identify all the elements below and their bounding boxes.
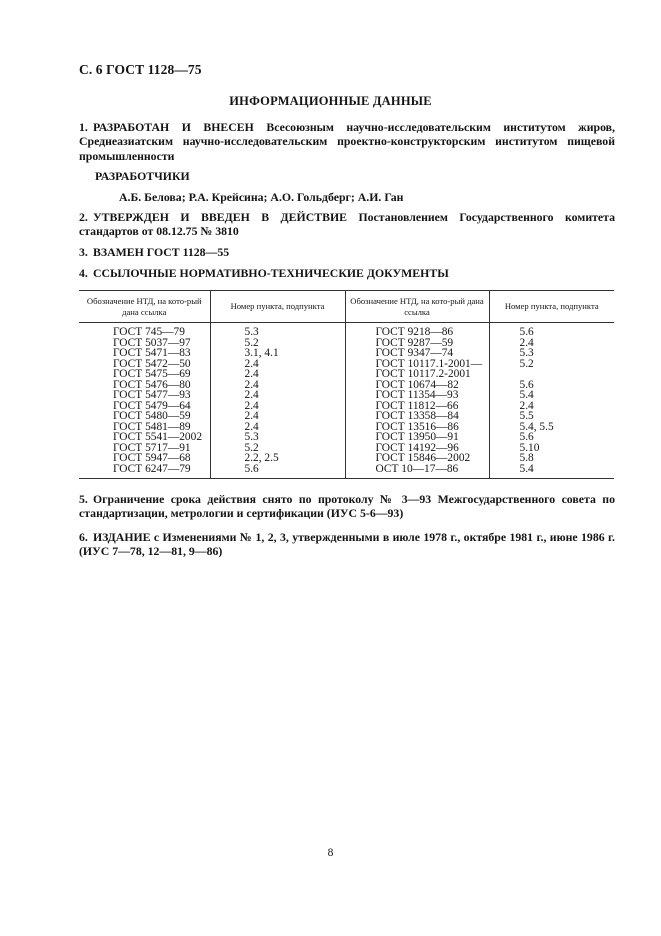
clause-cell: 5.4 [519,462,534,475]
column-header-ntd: Обозначение НТД, на кото-рый дана ссылка [79,291,210,323]
ntd-cell: ГОСТ 9347—74 [345,348,489,359]
item-number: 1. [79,120,88,134]
ntd-cell: ГОСТ 15846—2002 [345,453,489,464]
ntd-cell: ГОСТ 5472—50 [79,359,210,370]
page-number: 8 [327,847,334,859]
table-row [79,369,614,380]
ntd-cell: ГОСТ 11812—66 [345,401,489,412]
ntd-cell: ГОСТ 11354—93 [345,390,489,401]
clause-cell: 2.4 [210,422,345,433]
ntd-cell: ГОСТ 5717—91 [79,443,210,454]
clause-cell: 2.2, 2.5 [210,453,345,464]
ntd-cell: ОСТ 10—17—86 [345,464,489,479]
item-text: ВЗАМЕН ГОСТ 1128—55 [93,245,230,259]
item-text: УТВЕРЖДЕН И ВВЕДЕН В ДЕЙСТВИЕ Постановлением Государственного комитета стандартов от 08.12.75 № 3810 [79,210,615,239]
column-header-clause: Номер пункта, подпункта [210,291,345,323]
ntd-cell: ГОСТ 13516—86 [345,422,489,433]
item-edition [79,530,615,559]
item-number: 6. [79,530,88,544]
clause-cell: 5.5 [519,410,534,422]
developers-list: А.Б. Белова; Р.А. Крейсина; А.О. Гольдберг; А.И. Ган [119,190,404,204]
clause-cell: 2.4 [210,411,345,422]
ntd-cell: ГОСТ 5480—59 [79,411,210,422]
ntd-cell: ГОСТ 13358—84 [345,411,489,422]
clause-cell: 2.4 [519,336,534,349]
item-references [79,266,615,280]
table-body [79,323,614,479]
column-header-ntd: Обозначение НТД, на кото-рый дана ссылка [345,291,489,323]
item-approved [79,210,615,239]
section-title: ИНФОРМАЦИОННЫЕ ДАННЫЕ [229,94,432,108]
ntd-cell: ГОСТ 10674—82 [345,380,489,391]
item-text: ИЗДАНИЕ с Изменениями № 1, 2, 3, утвержденными в июле 1978 г., октябре 1981 г., июне 1986 г. (ИУС 7—78, 12—81, 9—86) [79,530,615,559]
table-row [79,453,614,464]
page-header: С. 6 ГОСТ 1128—75 [79,62,202,77]
clause-cell: 5.3 [519,347,534,359]
clause-cell [489,369,614,380]
item-number: 2. [79,210,88,224]
references-table [79,290,614,479]
clause-cell: 5.6 [519,431,534,443]
ntd-cell: ГОСТ 10117.1-2001— [345,359,489,370]
clause-cell: 3.1, 4.1 [210,348,345,359]
clause-cell: 5.10 [519,441,540,454]
item-validity [79,492,615,521]
clause-cell: 5.6 [519,378,534,391]
table-row [79,432,614,443]
ntd-cell: ГОСТ 5541—2002 [79,432,210,443]
clause-cell: 5.4 [519,389,534,401]
clause-cell: 2.4 [210,380,345,391]
item-number: 4. [79,266,88,280]
table-row [79,464,614,479]
column-header-clause: Номер пункта, подпункта [489,291,614,323]
ntd-cell: ГОСТ 14192—96 [345,443,489,454]
ntd-cell: ГОСТ 5479—64 [79,401,210,412]
clause-cell: 5.6 [519,326,534,338]
clause-cell: 2.4 [210,359,345,370]
table-row [79,348,614,359]
ntd-cell: ГОСТ 745—79 [79,323,210,338]
clause-cell: 5.3 [210,432,345,443]
clause-cell: 5.2 [519,357,534,370]
item-developed [79,120,615,163]
clause-cell: 2.4 [210,401,345,412]
clause-cell: 5.6 [210,464,345,479]
item-text: ССЫЛОЧНЫЕ НОРМАТИВНО-ТЕХНИЧЕСКИЕ ДОКУМЕНТЫ [93,266,449,280]
table-header-row [79,291,614,323]
ntd-cell: ГОСТ 5947—68 [79,453,210,464]
item-number: 3. [79,245,88,259]
item-text: Ограничение срока действия снято по протоколу № 3—93 Межгосударственного совета по стандартизации, метрологии и сертификации (ИУС 5-6—93) [79,492,615,521]
ntd-cell: ГОСТ 6247—79 [79,464,210,479]
ntd-cell: ГОСТ 13950—91 [345,432,489,443]
ntd-cell: ГОСТ 10117.2-2001 [345,369,489,380]
clause-cell: 5.2 [210,443,345,454]
table-row [79,323,614,338]
table-row [79,390,614,401]
ntd-cell: ГОСТ 5477—93 [79,390,210,401]
developers-heading: РАЗРАБОТЧИКИ [95,169,190,183]
table-row [79,411,614,422]
ntd-cell: ГОСТ 5475—69 [79,369,210,380]
clause-cell: 5.8 [519,452,534,464]
ntd-cell: ГОСТ 5471—83 [79,348,210,359]
clause-cell: 5.2 [210,338,345,349]
clause-cell: 5.4, 5.5 [519,420,554,433]
item-replaces [79,245,615,259]
ntd-cell: ГОСТ 9287—59 [345,338,489,349]
ntd-cell: ГОСТ 5476—80 [79,380,210,391]
clause-cell: 2.4 [210,390,345,401]
ntd-cell: ГОСТ 9218—86 [345,323,489,338]
clause-cell: 5.3 [210,323,345,338]
ntd-cell: ГОСТ 5481—89 [79,422,210,433]
clause-cell: 2.4 [519,399,534,412]
item-number: 5. [79,492,88,506]
ntd-cell: ГОСТ 5037—97 [79,338,210,349]
clause-cell: 2.4 [210,369,345,380]
item-text: РАЗРАБОТАН И ВНЕСЕН Всесоюзным научно-исследовательским институтом жиров, Среднеазиатским научно-исследовательским проектно-конструкторским институтом пищевой промышленности [79,120,615,163]
